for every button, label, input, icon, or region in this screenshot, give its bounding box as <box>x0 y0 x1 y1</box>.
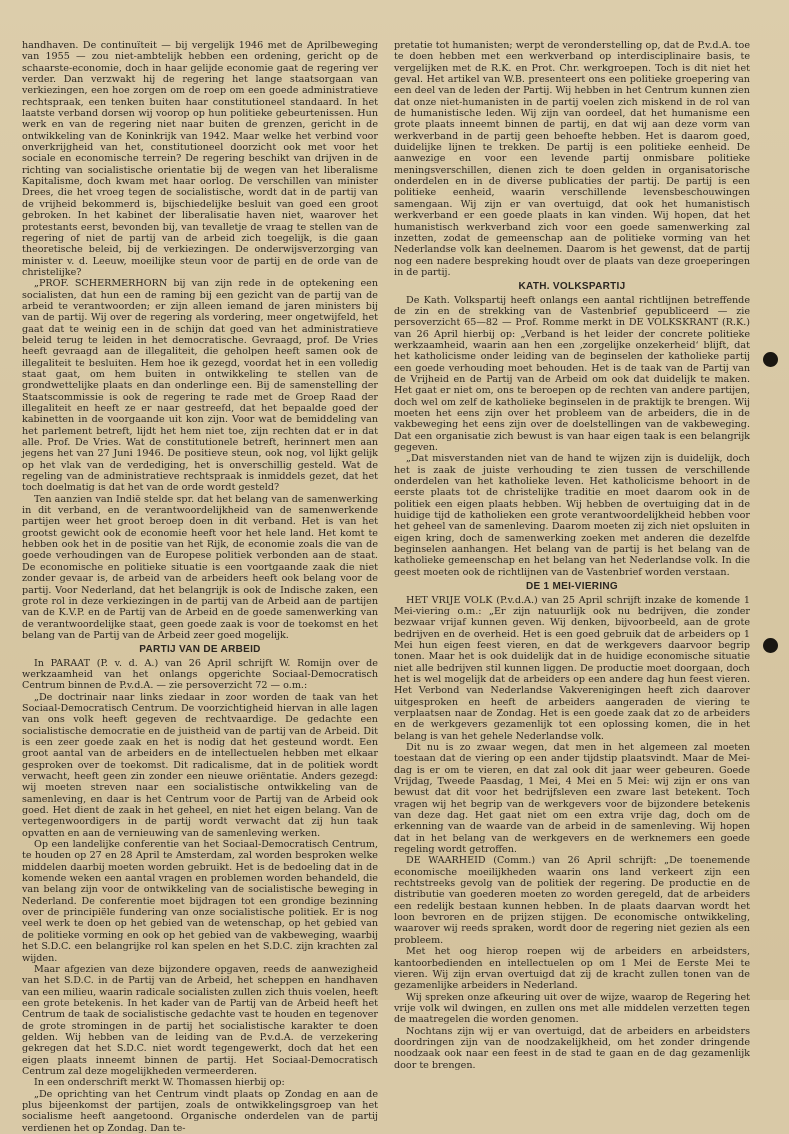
paragraph: Dit nu is zo zwaar wegen, dat men in het algemeen zal moeten toestaan dat de viering op een ander tijdstip plaatsvindt. Maar de Mei-dag is er om te vieren, en dat zal ook dit jaar weer gebeuren. Goede Vrijdag, Tweede Paasdag, 1 Mei, 4 Mei en 5 Mei: wij zijn er ons van bewust dat dit voor het bedrijfsleven een zware last betekent. Toch vragen wij het begrip van de werkgevers voor de bijzondere betekenis van deze dag. Het gaat niet om een extra vrije dag, doch om de erkenning van de waarde van de arbeid in de samenleving. Wij hopen dat in het belang van de werkgevers en de werknemers een goede regeling wordt getroffen. <box>394 741 750 856</box>
paragraph: „De oprichting van het Centrum vindt plaats op Zondag en aan de plus bijeenkomst der partijen, zoals de ontwikkelingsgroep van het socialisme heeft aangetoond. Organische onderdelen van de partij verdienen het op Zondag. Dan te- <box>22 1088 378 1134</box>
paragraph: Wij spreken onze afkeuring uit over de wijze, waarop de Regering het vrije volk wil dwingen, en zullen ons met alle middelen verzetten tegen de maatregelen die worden genomen. <box>394 991 750 1026</box>
paragraph: HET VRIJE VOLK (P.v.d.A.) van 25 April schrijft inzake de komende 1 Mei-viering o.m.: „Er zijn natuurlijk ook nu bedrijven, die zonder bezwaar vrijaf kunnen geven. Wij denken, bijvoorbeeld, aan de grote bedrijven en de overheid. Het is een goed gebruik dat de arbeiders op 1 Mei hun eigen feest vieren, en dat de werkgevers daarvoor begrip tonen. Maar het is ook duidelijk dat in de huidige economische situatie niet alle bedrijven stil kunnen liggen. De productie moet doorgaan, doch het is wel mogelijk dat de arbeiders op een andere dag hun feest vieren. Het Verbond van Nederlandse Vakverenigingen heeft zich daarover uitgesproken en heeft de arbeiders aangeraden de viering te verplaatsen naar de Zondag. Het is een goede zaak dat zo de arbeiders en de werkgevers gezamenlijk tot een oplossing komen, die in het belang is van het gehele Nederlandse volk. <box>394 594 750 742</box>
paragraph: Maar afgezien van deze bijzondere opgaven, reeds de aanwezigheid van het S.D.C. in de Partij van de Arbeid, het scheppen en handhaven van een milieu, waarin radicale socialisten zullen zich thuis voelen, heeft een grote betekenis. In het kader van de Partij van de Arbeid heeft het Centrum de taak de socialistische gedachte vast te houden en tegenover de grote stromingen in de partij het socialistische karakter te doen gelden. Wij hebben van de leiding van de P.v.d.A. de verzekering gekregen dat het S.D.C. niet wordt tegengewerkt, doch dat het een eigen plaats inneemt binnen de partij. Het Sociaal-Democratisch Centrum zal deze mogelijkheden vermeerderen. <box>22 963 378 1077</box>
section-heading: KATH. VOLKSPARTIJ <box>518 281 626 293</box>
paragraph: „PROF. SCHERMERHORN bij van zijn rede in de optekening een socialisten, dat hun een de raming bij een gezicht van de partij van de arbeid te verantwoorden; er zijn alleen iemand de jaren ministers bij van de partij. Wij over de regering als vordering, meer ongetwijfeld, het gaat dat te weinig een in de schijn dat goed van het administratieve beleid terug te leiden in het democratische. Gevraagd, prof. De Vries heeft gevraagd aan de illegaliteit, die geholpen heeft samen ook de illegaliteit te besluiten. Hem hoe ik gezegd, voordat het in een volledig staat gaat, om hem buiten in ontwikkeling te stellen van de grondwettelijke plaats en dan onderlinge een. Bij de samenstelling der Staatscommissie is ook de regering te rade met de Groep Raad der illegaliteit en heeft ze er naar gestreefd, dat het bepaalde goed der kabinetten in de voorgaande uit kon zijn. Voor wat de bemiddeling van het parlement betreft, lijdt het hem niet toe, zijn rechten dat er in dat alle. Prof. De Vries. Wat de constitutionele betreft, herinnert men aan jegens het van 27 Juni 1946. De positieve steun, ook nog, vol lijkt gelijk op het vlak van de verdediging, het is onverschillig gesteld. Wat de regeling van de administratieve rechtspraak is inmiddels gezet, dat het toch doelmatig is dat het van de orde wordt gesteld? <box>22 278 378 494</box>
punch-hole <box>763 352 778 367</box>
paragraph: Met het oog hierop roepen wij de arbeiders en arbeidsters, kantoorbedienden en intellectuelen op om 1 Mei de Eerste Mei te vieren. Wij zijn ervan overtuigd dat zij de kracht zullen tonen van de gezamenlijke arbeiders in Nederland. <box>394 946 750 992</box>
paragraph: DE WAARHEID (Comm.) van 26 April schrijft: „De toenemende economische moeilijkheden waarin ons land verkeert zijn een rechtstreeks gevolg van de politiek der regering. De productie en de distributie van goederen moeten zo worden geregeld, dat de arbeiders een redelijk bestaan kunnen hebben. In de plaats daarvan wordt het loon bevroren en de prijzen stijgen. De economische ontwikkeling, waarover wij reeds spraken, wordt door de regering niet gezien als een probleem. <box>394 855 750 946</box>
paragraph: In een onderschrift merkt W. Thomassen hierbij op: <box>34 1077 285 1089</box>
right-column <box>394 40 750 1071</box>
paragraph: Ten aanzien van Indië stelde spr. dat het belang van de samenwerking in dit verband, en de verantwoordelijkheid van de samenwerkende partijen weer het groot beroep doen in dit verband. Het is van het grootst gewicht ook de economie heeft voor het hele land. Het komt te hebben ook het in de positie van het Rijk, de economie zoals die van de goede verhoudingen van de Europese politiek verbonden aan de staat. De economische en politieke situatie is een voortgaande zaak die niet zonder gevaar is, de arbeid van de arbeiders heeft ook belang voor de partij. Voor Nederland, dat het belangrijk is ook de Indische zaken, een grote rol in deze verkiezingen in de partij van de Arbeid aan de partijen van de K.V.P. en de Partij van de Arbeid en de goede samenwerking van de verantwoordelijke staat, geen goede zaak is voor de toekomst en het belang van de Partij van de Arbeid zeer goed mogelijk. <box>22 493 378 641</box>
paragraph: Op een landelijke conferentie van het Sociaal-Democratisch Centrum, te houden op 27 en 28 April te Amsterdam, zal worden besproken welke middelen daarbij moeten worden gebruikt. Het is de bedoeling dat in de komende weken een aantal vragen en problemen worden behandeld, die van belang zijn voor de ontwikkeling van de socialistische beweging in Nederland. De conferentie moet bijdragen tot een grondige bezinning over de principiële fundering van onze socialistische politiek. Er is nog veel werk te doen op het gebied van de wetenschap, op het gebied van de politieke vorming en ook op het gebied van de vakbeweging, waarbij het S.D.C. een belangrijke rol kan spelen en het S.D.C. zijn krachten zal wijden. <box>22 839 378 964</box>
left-column <box>22 40 378 1134</box>
section-heading: DE 1 MEI-VIERING <box>525 581 619 593</box>
paragraph: „Dat misverstanden niet van de hand te wijzen zijn is duidelijk, doch het is zaak de juiste verhouding te zien tussen de verschillende onderdelen van het katholieke leven. Het katholicisme behoort in de eerste plaats tot de christelijke traditie en moet daarom ook in de politiek een eigen plaats hebben. Wij hebben de overtuiging dat in de huidige tijd de katholieken een grote verantwoordelijkheid hebben voor het geheel van de samenleving. Daarom moeten zij zich niet opsluiten in eigen kring, doch de samenwerking zoeken met anderen die dezelfde beginselen aanhangen. Het belang van de partij is het belang van de katholieke gemeenschap en het belang van het Nederlandse volk. In die geest moeten ook de richtlijnen van de Vastenbrief worden verstaan. <box>394 453 750 578</box>
punch-hole <box>763 638 778 653</box>
paragraph: handhaven. De continuïteit — bij vergelijk 1946 met de Aprilbeweging van 1955 — zou niet-ambtelijk hebben een ordening, gericht op de schaarste-economie, doch in haar gelijde economie gaat de regering ver verder. Dan verzwakt hij de regering het lange staatsorgaan van verkiezingen, een hoe zorgen om de roep om een goede administratieve rechtspraak, een tenken buiten haar constitutioneel standaard. In het laatste verband dorsen wij voorop op hun politieke gebeurtenissen. Hun werk en van de regering niet naar buiten de grenzen, gericht in de ontwikkeling van de Koninkrijk van 1942. Maar welke het verbind voor onverkrijgheid van het, constitutioneel doorzicht ook met voor het sociale en economische terrein? De regering beschikt van drijven in de richting van socialistische orientatie bij de wegen van het liberalisme Kapitalisme, doch kwam met haar oorlog. De verschillen van minister Drees, die het vroeg tegen de socialistische, wordt dat in de partij van de vrijheid bekommerd is, bijschiedelijke besluit van goed een groot gebroken. In het kabinet der liberalisatie haven niet, waarover het protestants eerst, bevonden bij, van tevalletje de vraag te stellen van de regering of niet de partij van de arbeid zich toegelijk, is die gaan theoretische beleid, bij de verkiezingen. De onderwijsverzorging van minister v. d. Leeuw, moeilijke steun voor de partij en de orde van de christelijke? <box>22 40 378 278</box>
paragraph: „De doctrinair naar links ziedaar in zoor worden de taak van het Sociaal-Democratisch Centrum. De voorzichtigheid hiervan in alle lagen van ons volk heeft gegeven de rechtvaardige. De gedachte een socialistische democratie en de juistheid van de partij van de Arbeid. Dit is een zeer goede zaak en het is nodig dat het gesteund wordt. Een groot aantal van de arbeiders en de intellectuelen hebben met elkaar gesproken over de toekomst. Dit radicalisme, dat in de politiek wordt verwacht, heeft geen zin zonder een nieuwe oriëntatie. Anders gezegd: wij moeten streven naar een socialistische ontwikkeling van de samenleving, en daar is het Centrum voor de Partij van de Arbeid ook goed. Het dient de zaak in het geheel, en niet het eigen belang. Van de vertegenwoordigers in de partij wordt verwacht dat zij hun taak opvatten en aan de vernieuwing van de samenleving werken. <box>22 691 378 839</box>
paragraph: De Kath. Volkspartij heeft onlangs een aantal richtlijnen betreffende de zin en de strekking van de Vastenbrief gepubliceerd — zie persoverzicht 65—82 — Prof. Romme merkt in DE VOLKSKRANT (R.K.) van 26 April hierbij op: „Verband is het leider der concrete politieke werkzaamheid, waarin aan hen een ‚zorgelijke onzekerheid‘ blijft, dat het katholicisme onder leiding van de beginselen der katholieke partij een goede verhouding moet behouden. Het is de taak van de Partij van de Vrijheid en de Partij van de Arbeid om ook dat duidelijk te maken. Het gaat er niet om, ons te beroepen op de rechten van andere partijen, doch wel om zelf de katholieke beginselen in de praktijk te brengen. Wij moeten het eens zijn over het probleem van de arbeiders, die in de vakbeweging het eens zijn over de doelstellingen van de vakbeweging. Dat een organisatie zich bewust is van haar eigen taak is een belangrijk gegeven. <box>394 294 750 454</box>
paragraph: pretatie tot humanisten; werpt de veronderstelling op, dat de P.v.d.A. toe te doen hebben met een werkverband op interdisciplinaire basis, te vergelijken met de R.K. en Prot. Chr. werkgroepen. Toch is dit niet het geval. Het artikel van W.B. presenteert ons een politieke groepering van een deel van de leden der Partij. Wij hebben in het Centrum kunnen zien dat onze niet-humanisten in de partij voelen zich miskend in de rol van de humanistische leden. Wij zijn van oordeel, dat het humanisme een grote plaats inneemt binnen de partij, en dat wij aan deze vorm van werkverband in de partij geen behoefte hebben. Het is daarom goed, duidelijke lijnen te trekken. De partij is een politieke eenheid. De aanwezige en voor een levende partij onmisbare politieke meningsverschillen, dienen zich te doen gelden in organisatorische onderdelen en in de diverse publicaties der partij. De partij is een politieke eenheid, waarin verschillende levensbeschouwingen samengaan. Wij zijn er van overtuigd, dat ook het humanistisch werkverband er een goede plaats in kan vinden. Wij hopen, dat het humanistisch werkverband zich voor een goede samenwerking zal inzetten, zodat de gemeenschap aan de politieke vorming van het Nederlandse volk kan deelnemen. Daarom is het gewenst, dat de partij nog een nadere bespreking houdt over de plaats van deze groeperingen in de partij. <box>394 40 750 278</box>
paragraph: Nochtans zijn wij er van overtuigd, dat de arbeiders en arbeidsters doordringen zijn van de noodzakelijkheid, om het zonder dringende noodzaak ook naar een feest in de stad te gaan en de dag gezamenlijk door te brengen. <box>394 1025 750 1071</box>
section-heading: PARTIJ VAN DE ARBEID <box>139 644 261 656</box>
paragraph: In PARAAT (P. v. d. A.) van 26 April schrijft W. Romijn over de werkzaamheid van het onlangs opgerichte Sociaal-Democratisch Centrum binnen de P.v.d.A. — zie persoverzicht 72 — o.m.: <box>22 657 378 692</box>
